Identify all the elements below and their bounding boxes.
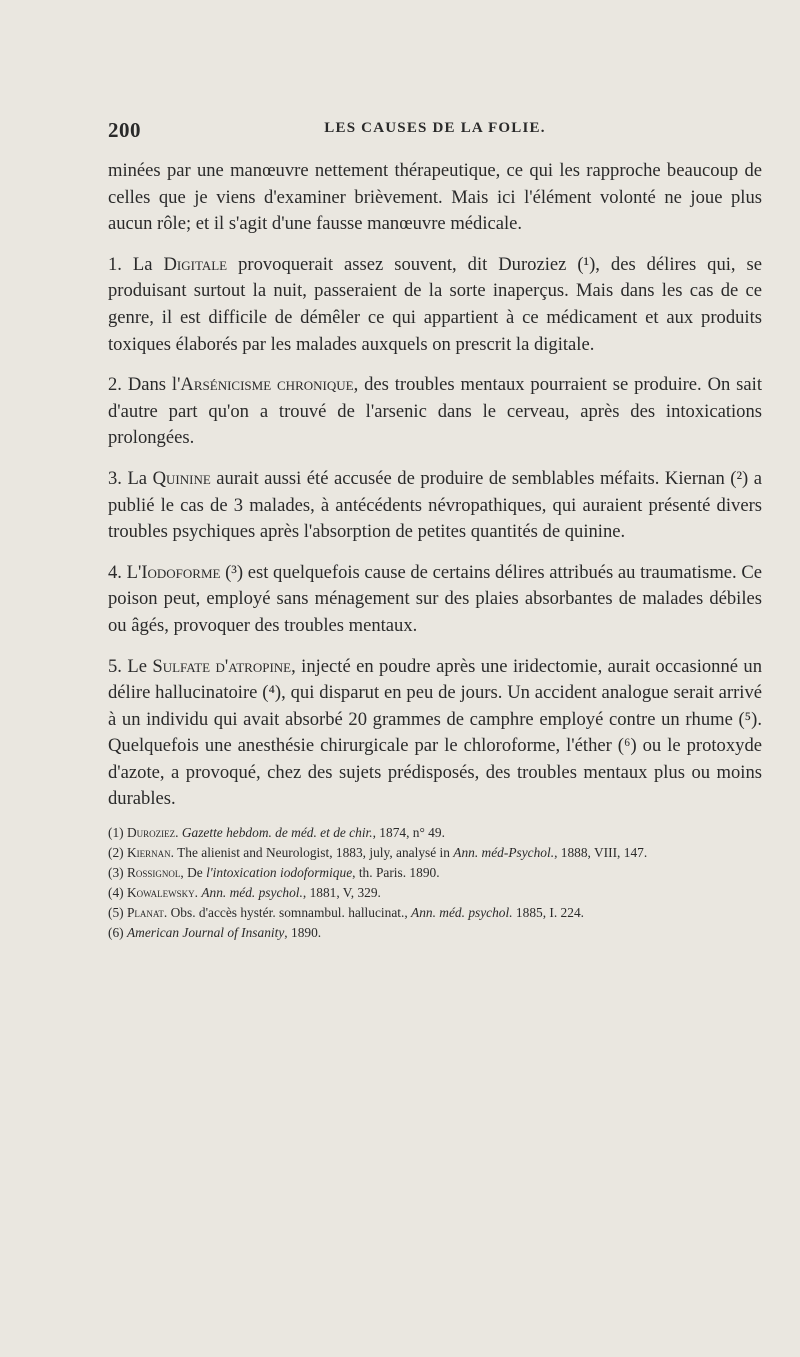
footnote-3: [108, 863, 762, 883]
footnote-title: Gazette hebdom. de méd. et de chir.: [181, 825, 373, 841]
footnote-title: Ann. méd. psychol.: [411, 905, 513, 921]
paragraph-text: aurait aussi été accusée de produire de semblables méfaits. Kiernan (²) a publié le cas de 3 malades, à antécédents névropathiques, qui auraient présenté divers troubles psychiques après l'absorption de petites quantités de quinine.: [108, 467, 762, 543]
footnote-title: l'intoxication iodoformique: [206, 865, 353, 881]
item-lead: 1. La: [108, 253, 164, 275]
footnote-text: 1885, I. 224.: [512, 905, 584, 921]
footnote-number: (6): [108, 925, 127, 941]
page-number: 200: [108, 118, 141, 142]
footnote-text: . Obs. d'accès hystér. somnambul. hallucinat.,: [163, 905, 412, 921]
footnote-text: , 1881, V, 329.: [302, 885, 381, 901]
footnote-number: (1): [108, 825, 127, 841]
item-lead: 5. Le: [108, 655, 153, 677]
paragraph-atropine: [108, 654, 762, 814]
footnotes: [108, 823, 762, 943]
paragraph-text: , des troubles mentaux pourraient se produire. On sait d'autre part qu'on a trouvé de l'arsenic dans le cerveau, après des intoxications prolongées.: [108, 374, 762, 449]
footnote-text: . The alienist and Neurologist, 1883, july, analysé in: [170, 845, 454, 861]
term-digitale: Digitale: [163, 253, 228, 275]
body-text: [108, 158, 762, 813]
footnote-author: Planat: [126, 905, 164, 921]
footnote-title: American Journal of Insanity: [126, 925, 285, 941]
footnote-number: (4): [108, 885, 127, 901]
item-lead: 3. La: [108, 467, 153, 489]
footnote-author: Kowalewsky: [126, 885, 195, 901]
footnote-2: [108, 843, 762, 863]
paragraph-text: , injecté en poudre après une iridectomie, aurait occasionné un délire hallucinatoire (⁴), qui disparut en peu de jours. Un accident analogue serait arrivé à un individu qui avait absorbé 20 grammes de camphre employé contre un rhume (⁵). Quelquefois une anesthésie chirurgicale par le chloroforme, l'éther (⁶) ou le protoxyde d'azote, a provoqué, chez des sujets prédisposés, des troubles mentaux plus ou moins durables.: [108, 655, 762, 810]
footnote-author: Rossignol: [126, 865, 181, 881]
paragraph-continuation: minées par une manœuvre nettement thérapeutique, ce qui les rapproche beaucoup de celles que je viens d'examiner brièvement. Mais ici l'élément volonté ne joue plus aucun rôle; et il s'agit d'une fausse manœuvre médicale.: [108, 160, 762, 235]
footnote-title: Ann. méd. psychol.: [201, 885, 303, 901]
paragraph-iodoforme: [108, 560, 762, 640]
footnote-text: .: [175, 825, 182, 841]
footnote-number: (5): [108, 905, 127, 921]
footnote-text: , 1874, n° 49.: [372, 825, 445, 841]
term-arsenicisme: Arsénicisme chronique: [180, 374, 354, 396]
running-title: LES CAUSES DE LA FOLIE.: [324, 120, 546, 136]
item-lead: 4. L': [108, 561, 142, 583]
footnote-text: , 1888, VIII, 147.: [554, 845, 648, 861]
book-page: [108, 118, 762, 943]
footnote-title: Ann. méd-Psychol.: [453, 845, 555, 861]
footnote-text: , De: [180, 865, 207, 881]
paragraph-quinine: [108, 466, 762, 546]
footnote-4: [108, 883, 762, 903]
paragraph-digitale: [108, 252, 762, 358]
footnote-text: .: [194, 885, 202, 901]
paragraph-arsenicisme: [108, 372, 762, 452]
footnote-text: , 1890.: [284, 925, 322, 941]
footnote-number: (2): [108, 845, 127, 861]
footnote-author: Duroziez: [126, 825, 176, 841]
footnote-5: [108, 903, 762, 923]
footnote-text: , th. Paris. 1890.: [352, 865, 440, 881]
term-sulfate-atropine: Sulfate d'atropine: [152, 655, 292, 677]
footnote-number: (3): [108, 865, 127, 881]
item-lead: 2. Dans l': [108, 374, 181, 396]
page-header: [108, 118, 762, 144]
paragraph-text: provoquerait assez souvent, dit Duroziez (¹), des délires qui, se produisant surtout la nuit, passeraient de la sorte inaperçus. Mais dans les cas de ce genre, il est difficile de démêler ce qui appartient à ce médicament et aux produits toxiques élaborés par les malades auxquels on prescrit la digitale.: [108, 253, 762, 355]
term-iodoforme: Iodoforme: [141, 561, 221, 583]
term-quinine: Quinine: [152, 467, 211, 489]
footnote-1: [108, 823, 762, 843]
paragraph-text: (³) est quelquefois cause de certains délires attribués au traumatisme. Ce poison peut, employé sans ménagement sur des plaies absorbantes de malades débiles ou âgés, provoquer des troubles mentaux.: [108, 561, 762, 636]
footnote-author: Kiernan: [126, 845, 171, 861]
footnote-6: [108, 923, 762, 943]
